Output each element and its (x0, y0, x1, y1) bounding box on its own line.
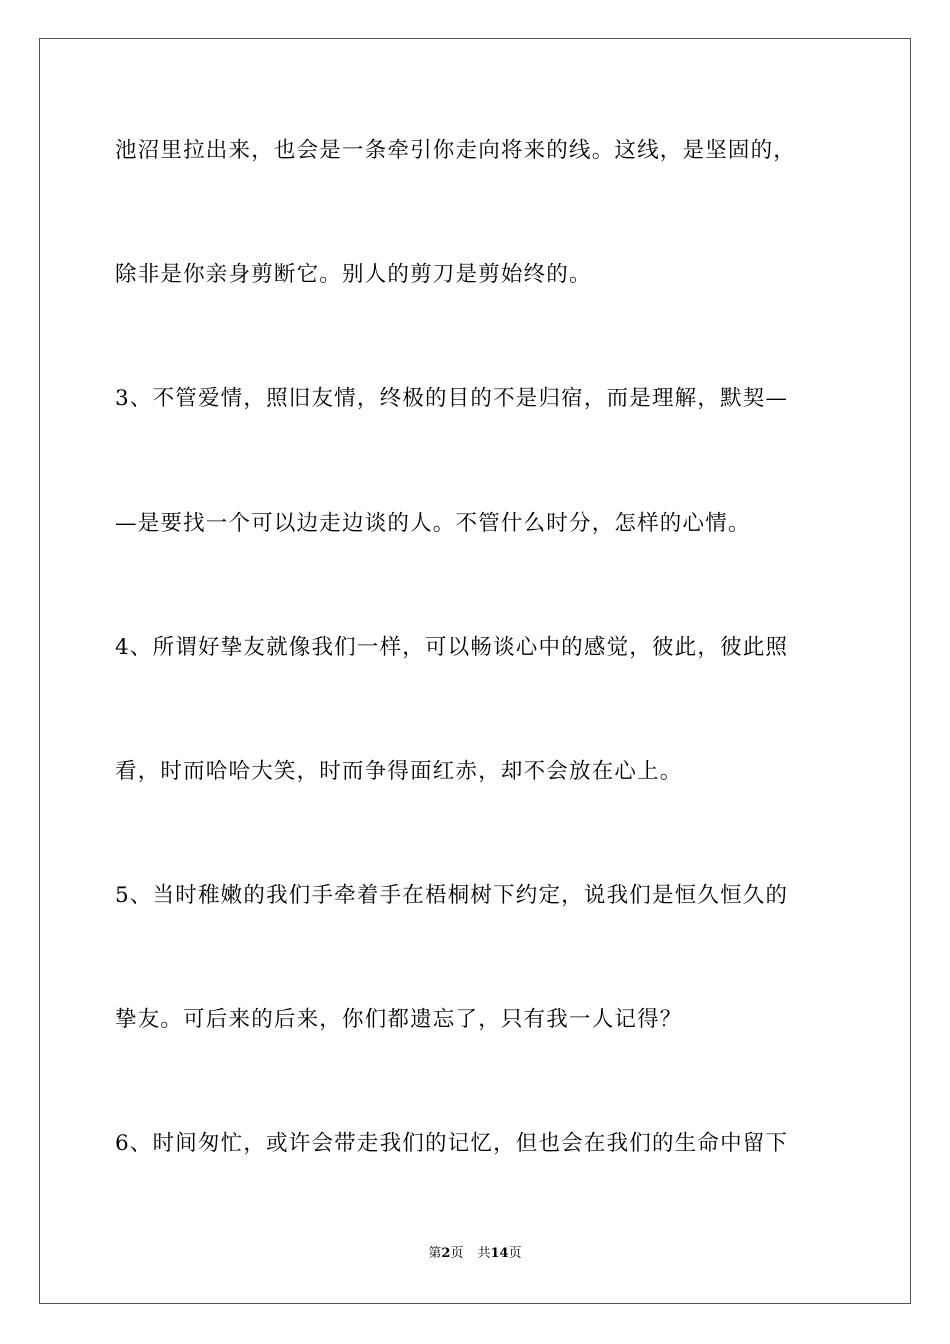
body-line-8: 挚友。可后来的后来，你们都遗忘了，只有我一人记得？ (115, 1007, 683, 1032)
total-suffix: 页 (508, 1246, 522, 1261)
total-pages: 14 (490, 1246, 509, 1261)
body-line-9: 6、时间匆忙，或许会带走我们的记忆，但也会在我们的生命中留下 (115, 1131, 789, 1156)
page-suffix: 页 (450, 1246, 464, 1261)
body-line-3: 3、不管爱情，照旧友情，终极的目的不是归宿，而是理解，默契— (115, 386, 789, 411)
page-footer (0, 1245, 950, 1263)
page-prefix: 第 (428, 1246, 442, 1261)
body-line-7: 5、当时稚嫩的我们手牵着手在梧桐树下约定，说我们是恒久恒久的 (115, 883, 789, 908)
page-border (39, 38, 911, 1304)
body-line-5: 4、所谓好挚友就像我们一样，可以畅谈心中的感觉，彼此，彼此照 (115, 635, 789, 660)
body-line-6: 看，时而哈哈大笑，时而争得面红赤，却不会放在心上。 (115, 759, 683, 784)
body-line-4: —是要找一个可以边走边谈的人。不管什么时分，怎样的心情。 (115, 511, 751, 536)
body-line-2: 除非是你亲身剪断它。别人的剪刀是剪始终的。 (115, 262, 592, 287)
body-line-1: 池沼里拉出来，也会是一条牵引你走向将来的线。这线，是坚固的， (115, 138, 797, 163)
total-prefix: 共 (477, 1246, 491, 1261)
page-number: 2 (441, 1246, 451, 1261)
